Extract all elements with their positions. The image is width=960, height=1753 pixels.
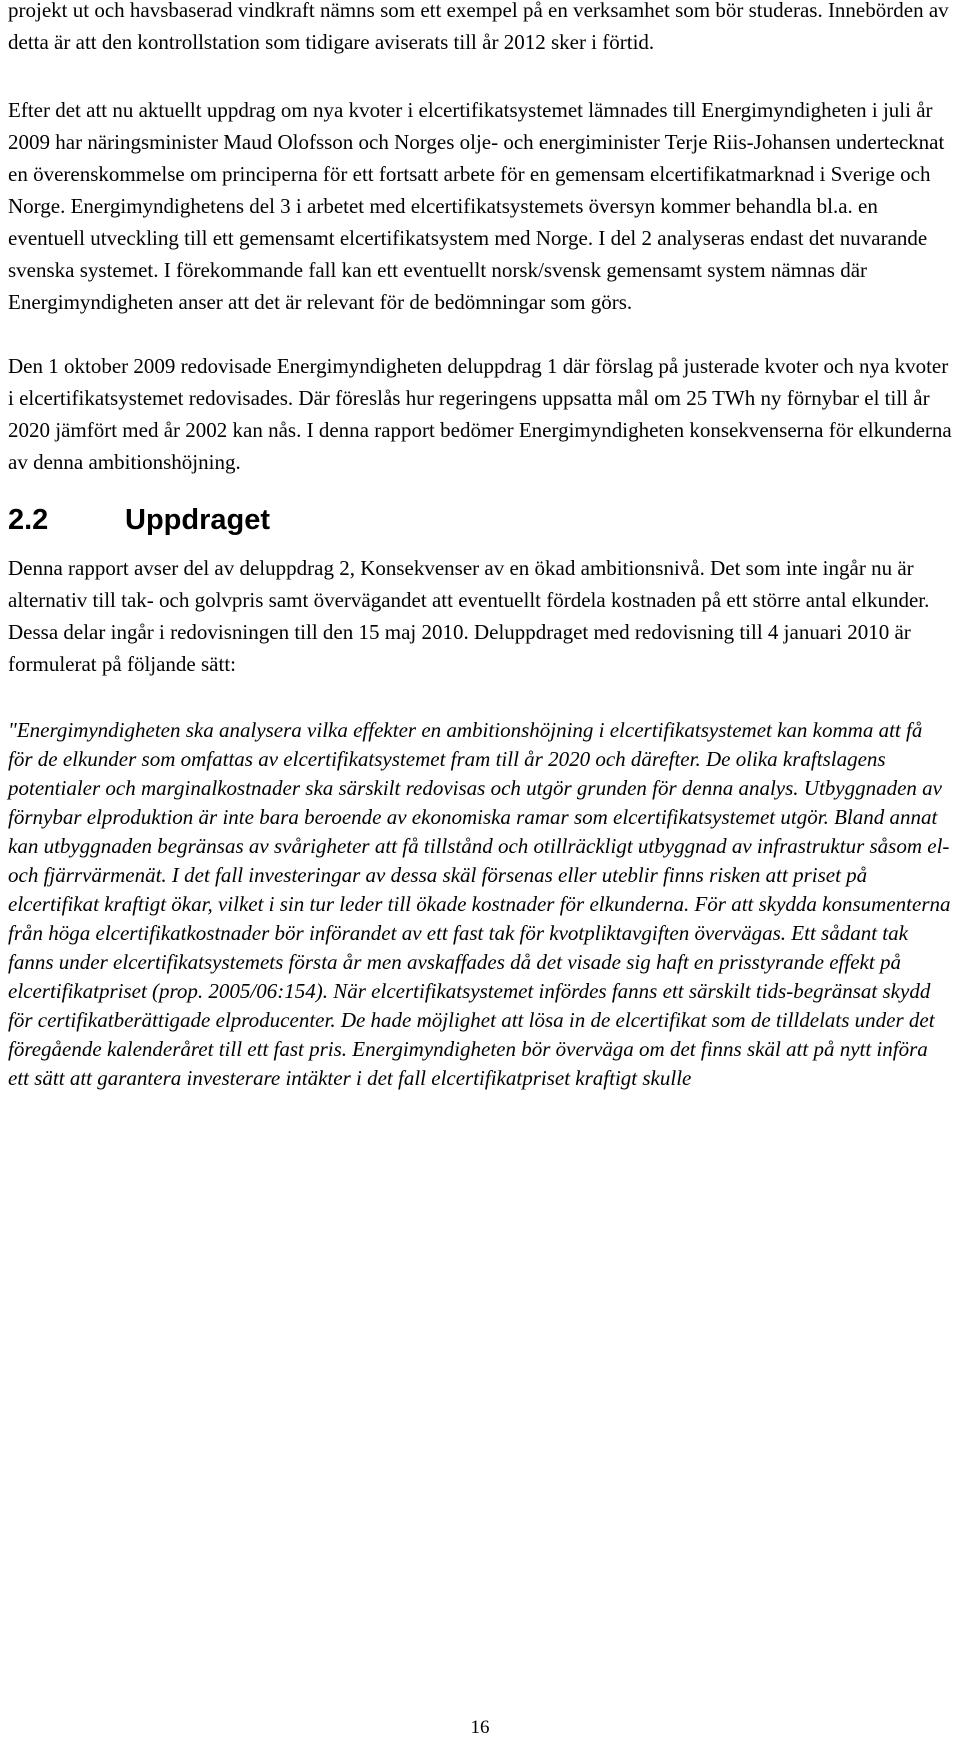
document-page <box>8 0 952 1093</box>
paragraph-intro: projekt ut och havsbaserad vindkraft nämns som ett exempel på en verksamhet som bör studeras. Innebörden av detta är att den kontrollstation som tidigare aviserats till år 2012 sker i förtid. <box>8 0 949 54</box>
section-title: Uppdraget <box>125 504 270 536</box>
paragraph-agreement: Efter det att nu aktuellt uppdrag om nya kvoter i elcertifikatsystemet lämnades till Energimyndigheten i juli år 2009 har näringsminister Maud Olofsson och Norges olje- och energiminister Terje Riis-Johansen undertecknat en överenskommelse om principerna för ett fortsatt arbete för en gemensam elcertifikatmarknad i Sverige och Norge. Energimyndighetens del 3 i arbetet med elcertifikatsystemets översyn kommer behandla bl.a. en eventuell utveckling till ett gemensamt elcertifikatsystem med Norge. I del 2 analyseras endast det nuvarande svenska systemet. I förekommande fall kan ett eventuellt norsk/svensk gemensamt system nämnas där Energimyndigheten anser att det är relevant för de bedömningar som görs. <box>8 98 945 314</box>
paragraph-deluppdrag-1: Den 1 oktober 2009 redovisade Energimyndigheten deluppdrag 1 där förslag på justerade kvoter och nya kvoter i elcertifikatsystemet redovisades. Där föreslås hur regeringens uppsatta mål om 25 TWh ny förnybar el till år 2020 jämfört med år 2002 kan nås. I denna rapport bedömer Energimyndigheten konsekvenserna för elkunderna av denna ambitionshöjning. <box>8 354 952 474</box>
section-number: 2.2 <box>8 504 49 536</box>
quote-block: "Energimyndigheten ska analysera vilka effekter en ambitionshöjning i elcertifikatsystemet kan komma att få för de elkunder som omfattas av elcertifikatsystemet fram till år 2020 och därefter. De olika kraftslagens potentialer och marginalkostnader ska särskilt redovisas och utgör grunden för denna analys. Utbyggnaden av förnybar elproduktion är inte bara beroende av ekonomiska ramar som elcertifikatsystemet utgör. Bland annat kan utbyggnaden begränsas av svårigheter att få tillstånd och otillräckligt utbyggnad av infrastruktur såsom el- och fjärrvärmenät. I det fall investeringar av dessa skäl försenas eller uteblir finns risken att priset på elcertifikat kraftigt ökar, vilket i sin tur leder till ökade kostnader för elkunderna. För att skydda konsumenterna från höga elcertifikatkostnader bör införandet av ett fast tak för kvotpliktavgiften övervägas. Ett sådant tak fanns under elcertifikatsystemets första år men avskaffades då det visade sig haft en prisstyrande effekt på elcertifikatpriset (prop. 2005/06:154). När elcertifikatsystemet infördes fanns ett särskilt tids-begränsat skydd för certifikatberättigade elproducenter. De hade möjlighet att lösa in de elcertifikat som de tilldelats under det föregående kalenderåret till ett fast pris. Energimyndigheten bör överväga om det finns skäl att på nytt införa ett sätt att garantera investerare intäkter i det fall elcertifikatpriset kraftigt skulle <box>8 718 951 1090</box>
section-heading <box>8 500 952 540</box>
paragraph-uppdraget: Denna rapport avser del av deluppdrag 2, Konsekvenser av en ökad ambitionsnivå. Det som inte ingår nu är alternativ till tak- och golvpris samt övervägandet att eventuellt fördela kostnaden på ett större antal elkunder. Dessa delar ingår i redovisningen till den 15 maj 2010. Deluppdraget med redovisning till 4 januari 2010 är formulerat på följande sätt: <box>8 556 930 676</box>
page-number: 16 <box>470 1717 490 1738</box>
